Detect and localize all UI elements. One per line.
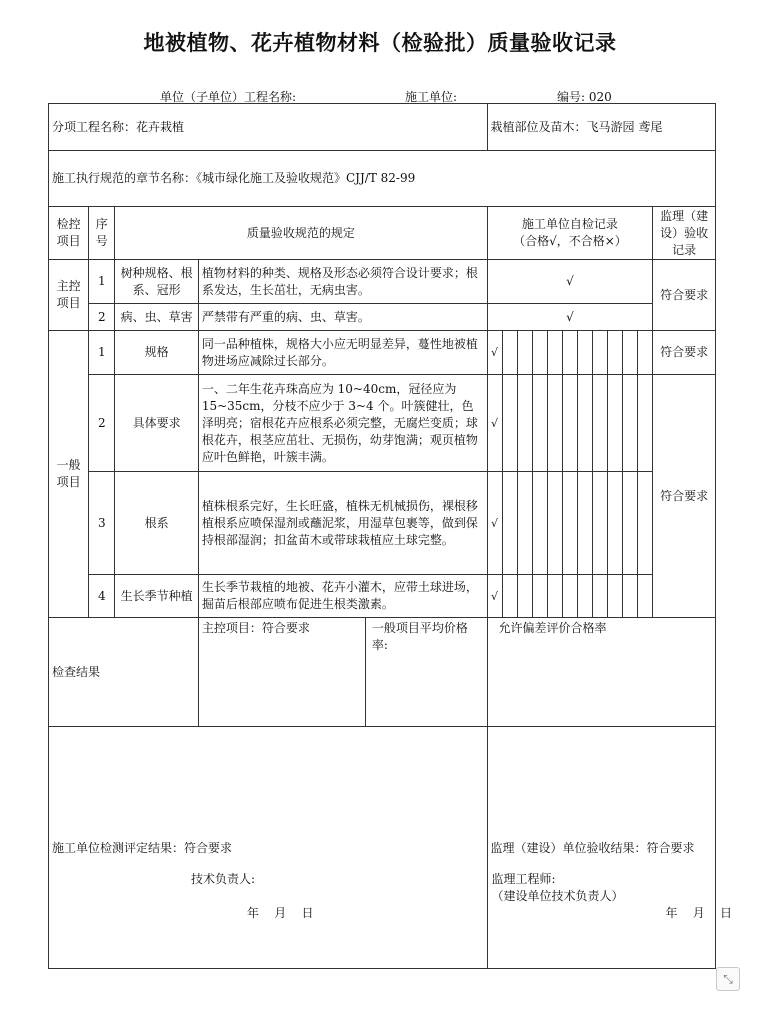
general-result-1: 符合要求: [653, 331, 716, 375]
check-mark: √: [487, 575, 502, 618]
unit-name-label: 单位（子单位）工程名称:: [160, 90, 297, 104]
main-item-result: 主控项目：符合要求: [199, 618, 366, 726]
table-row: [49, 331, 716, 375]
general-pass-rate: 一般项目平均价格率:: [371, 621, 468, 652]
row-no: 2: [89, 304, 115, 331]
row-spec: 严禁带有严重的病、虫、草害。: [198, 304, 487, 331]
form-number: 编号: 020: [557, 90, 612, 104]
date-right: 年 月 日: [665, 906, 733, 920]
check-mark: √: [487, 331, 502, 375]
table-row: [49, 375, 716, 472]
row-name: 树种规格、根系、冠形: [115, 260, 198, 304]
main-group-label: 主控项目: [49, 260, 89, 331]
row-spec: 同一品种植株，规格大小应无明显差异，蔓性地被植物进场应减除过长部分。: [198, 331, 487, 375]
row-no: 2: [89, 375, 115, 472]
deviation-rate-label: 允许偏差评价合格率: [498, 621, 607, 635]
self-check-note: （合格√，不合格×）: [513, 234, 627, 248]
inspection-table: [48, 103, 733, 969]
client-lead-label: （建设单位技术负责人）: [491, 889, 624, 903]
table-row: [49, 575, 716, 618]
row-spec: 植株根系完好，生长旺盛，植株无机械损伤，裸根移植根系应喷保湿剂或蘸泥浆，用湿草包裹等，做到保持根部湿润；扣盆苗木或带球栽植应土球完整。: [198, 472, 487, 575]
check-mark: √: [487, 375, 502, 472]
col-spec: 质量验收规范的规定: [115, 207, 487, 260]
supervisor-engineer-label: 监理工程师:: [491, 872, 556, 886]
table-row: [49, 472, 716, 575]
supervisor-result: 监理（建设）单位验收结果：符合要求: [490, 841, 695, 855]
signature-row: [49, 727, 716, 969]
row-spec: 一、二年生花卉珠高应为 10~40cm，冠径应为15~35cm，分枝不应少于 3~4 个。叶簇健壮，色泽明亮；宿根花卉应根系必须完整，无腐烂变质；球根花卉，根茎应茁壮、无损伤，幼芽饱满；观页植物应叶色鲜艳，叶簇丰满。: [198, 375, 487, 472]
general-result: 符合要求: [653, 375, 716, 618]
row-name: 规格: [115, 331, 198, 375]
row-spec: 植物材料的种类、规格及形态必须符合设计要求；根系发达，生长茁壮，无病虫害。: [198, 260, 487, 304]
deviation-pass-rate: [487, 618, 716, 727]
page-title: 地被植物、花卉植物材料（检验批）质量验收记录: [143, 31, 617, 55]
check-mark: √: [487, 304, 653, 331]
info-row: [49, 104, 716, 151]
standard-row: [49, 151, 716, 207]
expand-icon[interactable]: ⤡: [716, 967, 740, 991]
row-name: 病、虫、草害: [115, 304, 198, 331]
inspection-label: 检查结果: [49, 618, 199, 727]
technical-lead-label: 技术负责人:: [191, 872, 256, 886]
planting-location: 栽植部位及苗木：飞马游园 鸢尾: [487, 104, 716, 151]
row-name: 具体要求: [115, 375, 198, 472]
standard-reference: 施工执行规范的章节名称：《城市绿化施工及验收规范》CJJ/T 82-99: [49, 151, 716, 207]
table-row: [49, 304, 716, 331]
col-seq: 序号: [89, 207, 115, 260]
table-row: [49, 260, 716, 304]
column-header-row: [49, 207, 716, 260]
col-supervisor: 监理（建设）验收记录: [653, 207, 716, 260]
col-check-item: 检控项目: [49, 207, 89, 260]
supervisor-signature-block: [487, 727, 733, 969]
main-result: 符合要求: [653, 260, 716, 331]
self-check-title: 施工单位自检记录: [521, 217, 618, 231]
general-group-label: 一般项目: [49, 331, 89, 618]
row-no: 3: [89, 472, 115, 575]
sub-project-name: 分项工程名称：花卉栽植: [49, 104, 488, 151]
check-mark: √: [487, 472, 502, 575]
row-no: 1: [89, 260, 115, 304]
inspection-result-row: [49, 618, 716, 727]
check-mark: √: [487, 260, 653, 304]
date-left: 年 月 日: [247, 906, 314, 920]
row-no: 1: [89, 331, 115, 375]
col-self-check: [487, 207, 653, 260]
constructor-label: 施工单位:: [405, 90, 458, 104]
constructor-result: 施工单位检测评定结果：符合要求: [52, 841, 233, 855]
row-spec: 生长季节栽植的地被、花卉小灌木，应带土球进场，掘苗后根部应喷布促进生根类激素。: [198, 575, 487, 618]
row-name: 生长季节种植: [115, 575, 198, 618]
row-name: 根系: [115, 472, 198, 575]
constructor-signature-block: [49, 727, 488, 969]
row-no: 4: [89, 575, 115, 618]
